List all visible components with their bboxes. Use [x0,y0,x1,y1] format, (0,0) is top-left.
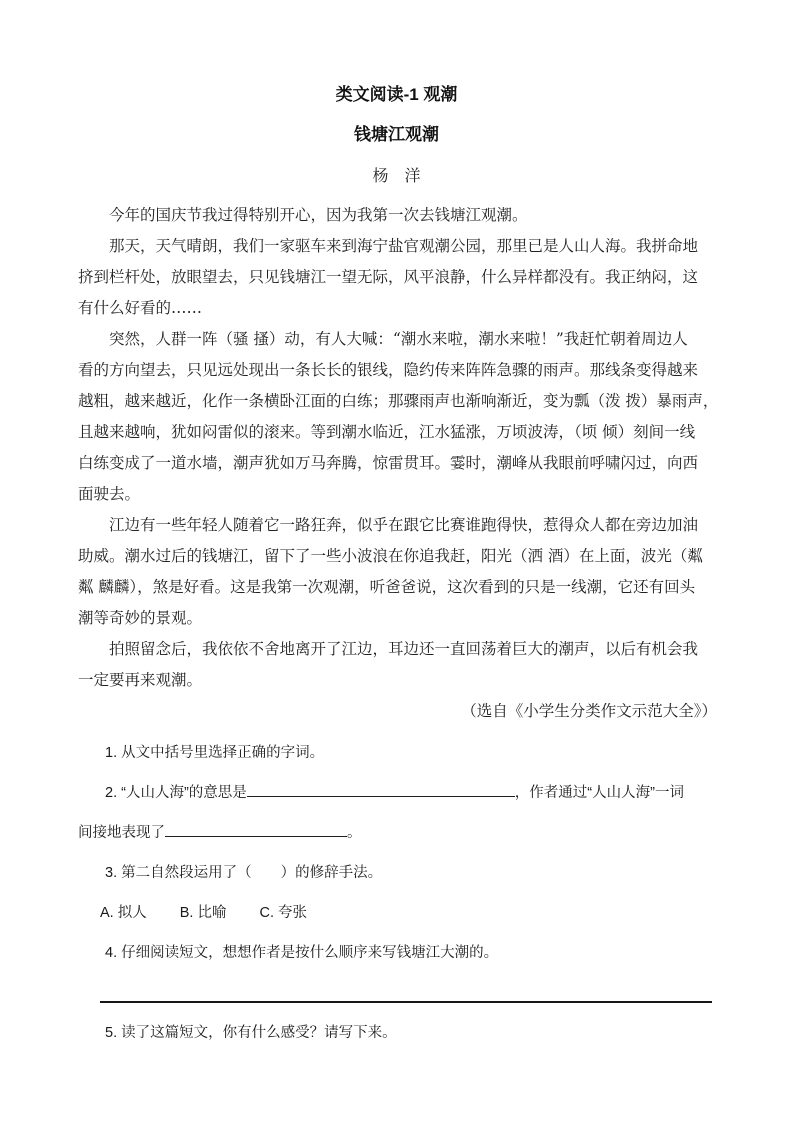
passage-title: 钱塘江观潮 [354,125,439,144]
passage-line: 粼 麟麟），煞是好看。这是我第一次观潮，听爸爸说，这次看到的只是一线潮，它还有回头 [78,578,696,596]
question-3-option: C. 夸张 [259,905,307,921]
passage-line: 越粗，越来越近，化作一条横卧江面的白练；那骤雨声也渐响渐近，变为瓢（泼 拨）暴雨声， [78,392,719,410]
question-2-prefix: 2. “人山人海”的意思是 [105,785,247,801]
question-2-continuation: 间接地表现了 [78,825,165,841]
questions-section [78,733,717,1053]
question-3-options [78,893,717,933]
passage-line: 那天，天气晴朗，我们一家驱车来到海宁盐官观潮公园，那里已是人山人海。我拼命地 [109,237,699,255]
question-4: 4. 仔细阅读短文，想想作者是按什么顺序来写钱塘江大潮的。 [105,945,499,961]
passage-line: 白练变成了一道水墙，潮声犹如万马奔腾，惊雷贯耳。霎时，潮峰从我眼前呼啸闪过，向西 [78,454,699,472]
passage-line: 一定要再来观潮。 [78,671,203,689]
passage-line: 拍照留念后，我依依不舍地离开了江边，耳边还一直回荡着巨大的潮声，以后有机会我 [109,640,699,658]
question-3-option: B. 比喻 [179,905,227,921]
passage-line: 有什么好看的…… [78,299,203,317]
passage [78,200,717,727]
passage-line: 且越来越响，犹如闷雷似的滚来。等到潮水临近，江水猛涨，万顷波涛，（顷 倾）刻间一线 [78,423,696,441]
passage-line: 潮等奇妙的景观。 [78,609,203,627]
passage-line: 面驶去。 [78,485,141,503]
question-3-option: A. 拟人 [100,905,147,921]
question-2-line-1 [78,773,717,813]
page-title: 类文阅读-1 观潮 [335,85,458,104]
question-2-period: 。 [347,825,362,841]
passage-line: 挤到栏杆处，放眼望去，只见钱塘江一望无际，风平浪静，什么异样都没有。我正纳闷，这 [78,268,699,286]
question-2-line-2 [78,813,717,853]
passage-line: 看的方向望去，只见远处现出一条长长的银线，隐约传来阵阵急骤的雨声。那线条变得越来 [78,361,699,379]
passage-line: 突然，人群一阵（骚 搔）动，有人大喊：“潮水来啦，潮水来啦！”我赶忙朝着周边人 [109,330,688,348]
passage-line: 今年的国庆节我过得特别开心，因为我第一次去钱塘江观潮。 [109,206,528,224]
question-1: 1. 从文中括号里选择正确的字词。 [105,745,325,761]
passage-line: 江边有一些年轻人随着它一路狂奔，似乎在跟它比赛谁跑得快，惹得众人都在旁边加油 [109,516,699,534]
question-5: 5. 读了这篇短文，你有什么感受？请写下来。 [105,1025,397,1041]
question-2-suffix: ，作者通过“人山人海”一词 [514,785,684,801]
answer-blank-2 [165,821,347,837]
question-3: 3. 第二自然段运用了（ ）的修辞手法。 [105,865,383,881]
passage-line: 助威。潮水过后的钱塘江，留下了一些小波浪在你追我赶，阳光（洒 酒）在上面，波光（粼 [78,547,703,565]
source-attribution: （选自《小学生分类作文示范大全》） [461,702,717,720]
answer-blank-1 [247,781,515,797]
author-name: 杨 洋 [372,166,421,185]
answer-line-divider [100,1001,712,1003]
